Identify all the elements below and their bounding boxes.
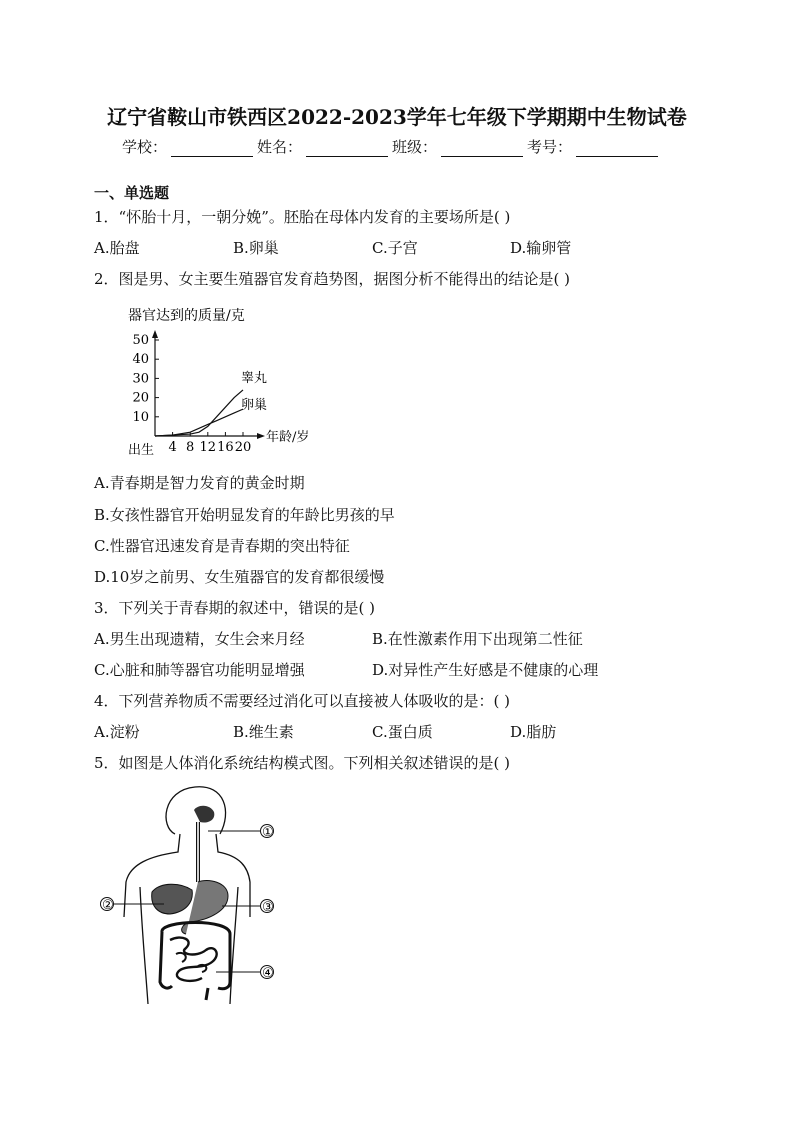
- chart-y-axis-arrow: [152, 330, 158, 338]
- question-4-option-c[interactable]: C.蛋白质: [372, 723, 433, 741]
- organ-growth-chart: [120, 300, 340, 460]
- chart-x-axis-arrow: [257, 433, 265, 439]
- chart-y-tick-label: 40: [132, 352, 149, 368]
- chart-y-tick-label: 20: [132, 390, 149, 406]
- chart-x-tick-label: 4: [168, 440, 177, 455]
- question-4-stem: 4．下列营养物质不需要经过消化可以直接被人体吸收的是：( ): [94, 692, 511, 710]
- name-label: 姓名：: [257, 138, 303, 156]
- number-blank[interactable]: [576, 142, 658, 157]
- question-4-option-a[interactable]: A.淀粉: [94, 723, 140, 741]
- question-3-option-c[interactable]: C.心脏和肺等器官功能明显增强: [94, 661, 305, 679]
- question-4-option-b[interactable]: B.维生素: [233, 723, 294, 741]
- chart-xlabel: 年龄/岁: [266, 430, 310, 445]
- question-1-option-d[interactable]: D.输卵管: [510, 239, 572, 257]
- question-2-option-a[interactable]: A.青春期是智力发育的黄金时期: [94, 474, 305, 492]
- chart-x-tick-label: 8: [186, 440, 195, 455]
- chart-y-tick-label: 10: [132, 409, 149, 425]
- chart-y-tick-label: 50: [132, 333, 149, 348]
- school-label: 学校：: [122, 138, 168, 156]
- question-2-stem: 2．图是男、女主要生殖器官发育趋势图，据图分析不能得出的结论是( ): [94, 270, 571, 288]
- number-label: 考号：: [527, 138, 573, 156]
- class-blank[interactable]: [441, 142, 523, 157]
- chart-y-tick-label: 30: [132, 371, 149, 387]
- chart-series-label-1: 睾丸: [241, 370, 268, 386]
- chart-x-tick-label: 12: [199, 440, 217, 455]
- question-1-option-c[interactable]: C.子宫: [372, 239, 418, 257]
- question-1-stem: 1．“怀胎十月，一朝分娩”。胚胎在母体内发育的主要场所是( ): [94, 208, 511, 226]
- question-3-option-a[interactable]: A.男生出现遗精，女生会来月经: [94, 630, 305, 648]
- question-3-option-b[interactable]: B.在性激素作用下出现第二性征: [372, 630, 583, 648]
- chart-x-tick-label: 20: [234, 440, 252, 455]
- digestive-organs: [152, 806, 230, 1000]
- student-info-line: [122, 136, 662, 157]
- question-3-stem: 3．下列关于青春期的叙述中，错误的是( ): [94, 599, 376, 617]
- question-5-stem: 5．如图是人体消化系统结构模式图。下列相关叙述错误的是( ): [94, 754, 511, 772]
- question-2-option-c[interactable]: C.性器官迅速发育是青春期的突出特征: [94, 537, 350, 555]
- question-2-option-d[interactable]: D.10岁之前男、女生殖器官的发育都很缓慢: [94, 568, 385, 586]
- question-4-option-d[interactable]: D.脂肪: [510, 723, 557, 741]
- school-blank[interactable]: [171, 142, 253, 157]
- label-4: ④: [262, 966, 274, 981]
- chart-series-label-2: 卵巢: [241, 398, 268, 414]
- question-1-option-a[interactable]: A.胎盘: [94, 239, 140, 257]
- question-3-option-d[interactable]: D.对异性产生好感是不健康的心理: [372, 661, 599, 679]
- label-3: ③: [262, 900, 274, 915]
- label-1: ①: [262, 825, 274, 840]
- chart-series-line-1: [155, 390, 243, 436]
- question-2-option-b[interactable]: B.女孩性器官开始明显发育的年龄比男孩的早: [94, 506, 395, 524]
- section-heading: 一、单选题: [94, 184, 170, 202]
- chart-ylabel: 器官达到的质量/克: [128, 308, 245, 324]
- label-2: ②: [102, 898, 114, 913]
- question-1-option-b[interactable]: B.卵巢: [233, 239, 279, 257]
- class-label: 班级：: [392, 138, 438, 156]
- name-blank[interactable]: [306, 142, 388, 157]
- page-title: 辽宁省鞍山市铁西区2022-2023学年七年级下学期期中生物试卷: [107, 105, 687, 129]
- chart-origin-label: 出生: [128, 443, 155, 458]
- digestive-system-figure: [90, 782, 290, 1012]
- chart-x-tick-label: 16: [217, 440, 234, 455]
